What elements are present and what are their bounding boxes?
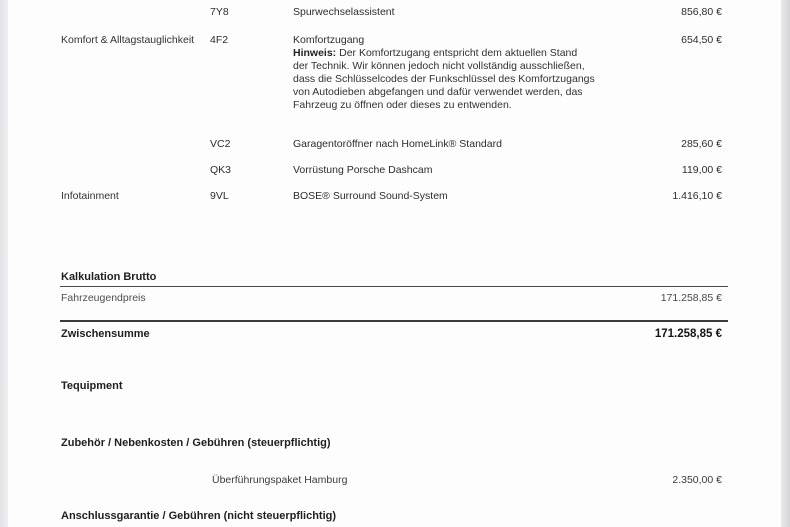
tequipment-heading: Tequipment: [61, 380, 123, 392]
option-price: 1.416,10 €: [672, 190, 722, 202]
rule-under-kalkulation: [60, 286, 728, 287]
option-code: 9VL: [210, 190, 229, 202]
zubehoer-item-price: 2.350,00 €: [672, 474, 722, 486]
option-code: VC2: [210, 138, 231, 150]
option-category: Infotainment: [61, 190, 119, 202]
note-text: Der Komfortzugang entspricht dem aktuellen Stand der Technik. Wir können jedoch nicht vollständig ausschließen, dass die Schlüsselcodes der Funkschlüssel des Komfortzugangs von Autodieben abgefangen und dafür verwendet werden, das Fahrzeug zu öffnen oder dieses zu entwenden.: [293, 47, 595, 111]
option-title: Komfortzugang: [293, 34, 365, 46]
page-edge-left: [0, 0, 8, 527]
option-description: Garagentoröffner nach HomeLink® Standard: [293, 138, 502, 150]
option-note: [293, 47, 595, 111]
option-price: 119,00 €: [681, 164, 722, 176]
option-price: 654,50 €: [681, 34, 722, 46]
zubehoer-item-name: Überführungspaket Hamburg: [212, 474, 348, 486]
page-edge-right: [781, 0, 790, 527]
option-category: Komfort & Alltagstauglichkeit: [61, 34, 195, 46]
line-item-label: Fahrzeugendpreis: [61, 292, 146, 304]
subtotal-label: Zwischensumme: [61, 328, 150, 340]
subtotal-value: 171.258,85 €: [654, 328, 722, 340]
note-label: Hinweis:: [293, 47, 337, 59]
option-price: 285,60 €: [681, 138, 722, 150]
line-item-value: 171.258,85 €: [660, 292, 722, 304]
anschluss-heading: Anschlussgarantie / Gebühren (nicht steuerpflichtig): [61, 510, 337, 522]
option-code: 7Y8: [210, 6, 229, 18]
option-description: [293, 34, 595, 112]
zubehoer-heading: Zubehör / Nebenkosten / Gebühren (steuerpflichtig): [61, 437, 331, 449]
option-description: Spurwechselassistent: [293, 6, 395, 18]
option-description: Vorrüstung Porsche Dashcam: [293, 164, 433, 176]
rule-above-subtotal: [60, 320, 728, 322]
option-price: 856,80 €: [681, 6, 722, 18]
option-code: QK3: [210, 164, 232, 176]
kalkulation-heading: Kalkulation Brutto: [61, 271, 157, 283]
option-code: 4F2: [210, 34, 229, 46]
option-description: BOSE® Surround Sound-System: [293, 190, 448, 202]
